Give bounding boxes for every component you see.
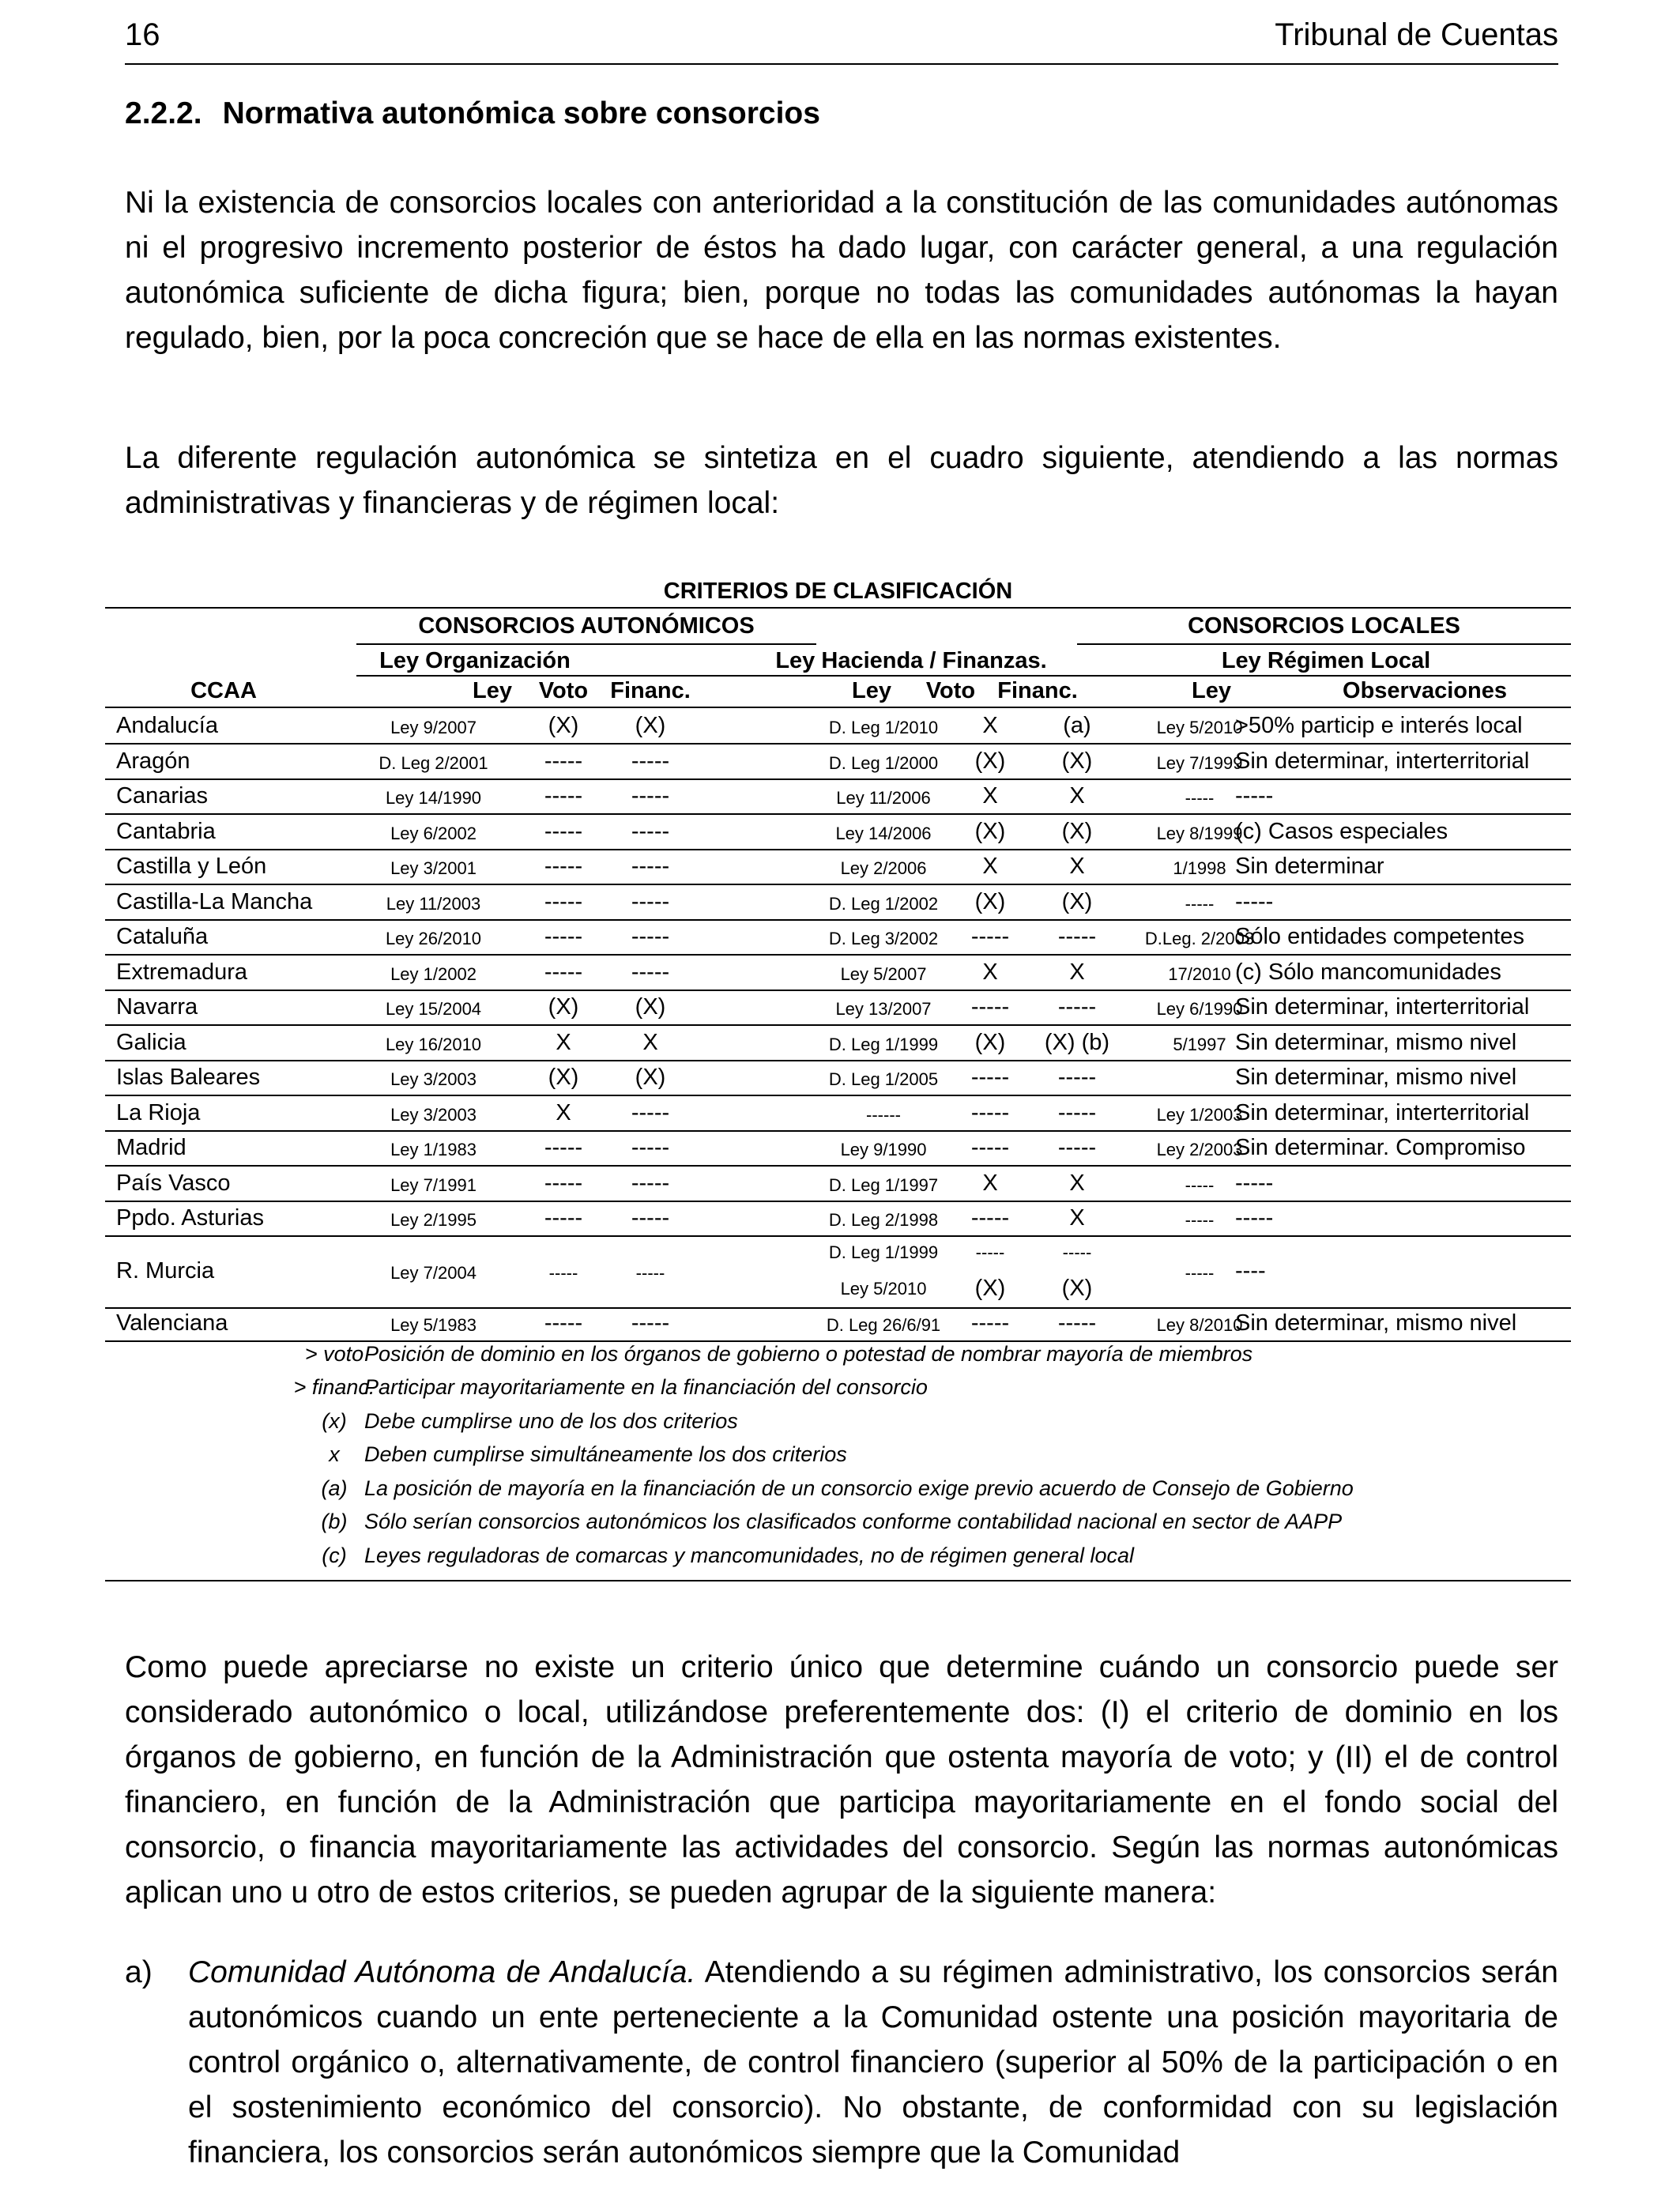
cell-voto1: ----- bbox=[544, 783, 583, 809]
cell-ley1: Ley 5/1983 bbox=[390, 1314, 477, 1335]
cell-fin2: X bbox=[1069, 854, 1085, 879]
cell-ley2: D. Leg 3/2002 bbox=[828, 929, 939, 948]
table-rule bbox=[356, 643, 816, 645]
table-note bbox=[105, 1476, 1571, 1510]
cell-fin1: ----- bbox=[631, 1099, 670, 1125]
cell-ccaa: Islas Baleares bbox=[116, 1065, 261, 1090]
cell-ley3: ----- bbox=[1185, 893, 1215, 914]
cell-ccaa: Galicia bbox=[116, 1029, 186, 1055]
cell-fin2: (X) bbox=[1061, 748, 1093, 774]
cell-fin2: ----- bbox=[1062, 1242, 1092, 1262]
table-bottom-rule bbox=[105, 1580, 1571, 1581]
subheader-regimen-local: Ley Régimen Local bbox=[1221, 648, 1431, 673]
cell-ley3: Ley 1/2003 bbox=[1156, 1104, 1243, 1125]
cell-ley3: 1/1998 bbox=[1173, 858, 1226, 878]
cell-fin1: ----- bbox=[635, 1262, 665, 1283]
cell-ley3: ----- bbox=[1185, 1174, 1215, 1195]
table-row bbox=[105, 1130, 1571, 1167]
subheader-organizacion: Ley Organización bbox=[379, 648, 571, 673]
cell-obs: ---- bbox=[1235, 1257, 1266, 1284]
cell-ley2: D. Leg 1/2000 bbox=[828, 752, 939, 773]
cell-obs: Sin determinar, interterritorial bbox=[1235, 748, 1530, 774]
note-key: > voto bbox=[304, 1341, 364, 1366]
cell-ley1: Ley 9/2007 bbox=[390, 718, 477, 737]
paragraph-intro: Ni la existencia de consorcios locales con anterioridad a la constitución de las comunidades autónomas ni el progresivo incremento posterior de éstos ha dado lugar, con carácter general, a una regulación autonómica suficiente de dicha figura; bien, porque no todas las comunidades autónomas la hayan regulado, bien, por la poca concreción que se hace de ella en las normas existentes. bbox=[125, 186, 1558, 355]
col-header-ley: Ley bbox=[852, 678, 891, 703]
cell-ccaa: País Vasco bbox=[116, 1170, 231, 1196]
cell-ley3: 17/2010 bbox=[1168, 963, 1231, 984]
cell-voto1: ----- bbox=[548, 1262, 578, 1283]
cell-ley1: Ley 7/1991 bbox=[390, 1174, 477, 1195]
table-rule bbox=[1077, 643, 1571, 645]
table-note bbox=[105, 1510, 1571, 1543]
cell-obs: (c) Casos especiales bbox=[1235, 818, 1448, 844]
cell-fin2: (X) (b) bbox=[1044, 1029, 1110, 1055]
cell-ley3: Ley 2/2003 bbox=[1156, 1140, 1243, 1159]
note-text: Leyes reguladoras de comarcas y mancomunidades, no de régimen general local bbox=[364, 1543, 1135, 1567]
cell-ley1: Ley 6/2002 bbox=[390, 823, 477, 843]
cell-ccaa: Cataluña bbox=[116, 924, 209, 949]
table-row bbox=[105, 919, 1571, 956]
cell-obs: Sin determinar, mismo nivel bbox=[1235, 1065, 1517, 1090]
cell-ley1: Ley 11/2003 bbox=[386, 893, 481, 914]
cell-voto1: ----- bbox=[544, 1205, 583, 1231]
cell-obs: ----- bbox=[1235, 1170, 1274, 1196]
note-key: (a) bbox=[321, 1476, 348, 1500]
section-title: Normativa autonómica sobre consorcios bbox=[222, 96, 820, 130]
cell-ley1: Ley 1/1983 bbox=[390, 1140, 477, 1159]
col-header-observaciones: Observaciones bbox=[1343, 678, 1507, 703]
cell-ccaa: Cantabria bbox=[116, 818, 216, 844]
table-row bbox=[105, 990, 1571, 1026]
cell-ley2: ------ bbox=[866, 1104, 901, 1125]
table-row bbox=[105, 849, 1571, 885]
cell-ley2: D. Leg 1/1999 bbox=[828, 1242, 939, 1262]
table-row bbox=[105, 1236, 1571, 1309]
cell-ccaa: Aragón bbox=[116, 748, 190, 774]
cell-voto2: X bbox=[982, 1170, 998, 1196]
cell-ccaa: La Rioja bbox=[116, 1099, 201, 1125]
col-header-financ: Financ. bbox=[610, 678, 691, 703]
table-row bbox=[105, 1095, 1571, 1132]
table-note bbox=[105, 1442, 1571, 1476]
cell-ley2: Ley 14/2006 bbox=[835, 823, 932, 843]
cell-voto1: X bbox=[556, 1029, 571, 1055]
cell-ley1: Ley 1/2002 bbox=[390, 963, 477, 984]
col-header-ley: Ley bbox=[1192, 678, 1231, 703]
section-heading bbox=[125, 96, 820, 131]
cell-voto1: ----- bbox=[544, 854, 583, 879]
cell-ley2: D. Leg 1/2010 bbox=[828, 718, 939, 737]
cell-obs: Sin determinar bbox=[1235, 854, 1384, 879]
cell-fin2: ----- bbox=[1057, 994, 1097, 1020]
subheader-hacienda: Ley Hacienda / Finanzas. bbox=[775, 648, 1047, 673]
cell-voto1: (X) bbox=[548, 994, 579, 1020]
cell-ccaa: Ppdo. Asturias bbox=[116, 1205, 264, 1231]
cell-ley3: Ley 8/1999 bbox=[1156, 823, 1243, 843]
cell-fin2: (X) bbox=[1061, 888, 1093, 914]
cell-ccaa: Canarias bbox=[116, 783, 209, 809]
note-key: x bbox=[329, 1442, 340, 1466]
table-row bbox=[105, 744, 1571, 780]
cell-obs: ----- bbox=[1235, 1205, 1274, 1231]
cell-voto1: ----- bbox=[544, 1310, 583, 1336]
cell-ley3: ----- bbox=[1185, 1262, 1215, 1283]
cell-fin1: ----- bbox=[631, 888, 670, 914]
table-row bbox=[105, 1201, 1571, 1237]
cell-obs: ----- bbox=[1235, 888, 1274, 914]
cell-ccaa: Navarra bbox=[116, 994, 198, 1020]
cell-ccaa: Andalucía bbox=[116, 713, 218, 738]
list-item-body: Atendiendo a su régimen administrativo, los consorcios serán autonómicos cuando un ente perteneciente a la Comunidad ostente una posición mayoritaria de control orgánico o, alternativamente, de control financiero (superior al 50% de la participación o en el sostenimiento económico del consorcio). No obstante, de conformidad con su legislación financiera, los consorcios serán autonómicos siempre que la Comunidad bbox=[188, 1955, 1559, 2169]
cell-fin1: ----- bbox=[631, 1135, 670, 1160]
cell-ley1: Ley 7/2004 bbox=[390, 1262, 477, 1283]
cell-ccaa: Extremadura bbox=[116, 959, 248, 985]
cell-obs: >50% particip e interés local bbox=[1235, 713, 1523, 738]
cell-voto2: ----- bbox=[975, 1242, 1005, 1262]
cell-ley2: D. Leg 1/2005 bbox=[828, 1069, 939, 1089]
table-row bbox=[105, 778, 1571, 815]
cell-obs: ----- bbox=[1235, 783, 1274, 809]
cell-fin1: ----- bbox=[631, 1205, 670, 1231]
cell-voto2: (X) bbox=[974, 748, 1006, 774]
cell-voto2: ----- bbox=[970, 924, 1010, 949]
col-header-ley: Ley bbox=[473, 678, 512, 703]
cell-ley1: Ley 3/2003 bbox=[390, 1069, 477, 1089]
note-key: (x) bbox=[322, 1408, 347, 1433]
cell-voto2: (X) bbox=[974, 1029, 1006, 1055]
table-row bbox=[105, 1025, 1571, 1061]
cell-ley2: Ley 5/2010 bbox=[840, 1278, 927, 1299]
cell-fin1: ----- bbox=[631, 748, 670, 774]
cell-fin1: ----- bbox=[631, 854, 670, 879]
cell-ley2: Ley 5/2007 bbox=[840, 963, 927, 984]
note-text: Sólo serían consorcios autonómicos los clasificados conforme contabilidad nacional en sector de AAPP bbox=[364, 1510, 1343, 1533]
cell-ley1: Ley 3/2001 bbox=[390, 858, 477, 878]
note-text: Deben cumplirse simultáneamente los dos criterios bbox=[364, 1442, 847, 1466]
note-text: Debe cumplirse uno de los dos criterios bbox=[364, 1408, 738, 1433]
table-row bbox=[105, 884, 1571, 921]
note-key: (c) bbox=[322, 1543, 347, 1567]
cell-voto2: ----- bbox=[970, 1065, 1010, 1090]
cell-ley1: Ley 14/1990 bbox=[385, 788, 482, 808]
cell-fin2: X bbox=[1069, 783, 1085, 809]
cell-ley3: ----- bbox=[1185, 1210, 1215, 1230]
col-header-voto: Voto bbox=[538, 678, 589, 703]
cell-voto2: X bbox=[982, 713, 998, 738]
cell-ley2: D. Leg 1/2002 bbox=[828, 893, 939, 914]
cell-fin1: (X) bbox=[635, 994, 666, 1020]
cell-voto1: ----- bbox=[544, 818, 583, 844]
table-title: CRITERIOS DE CLASIFICACIÓN bbox=[663, 579, 1013, 604]
cell-ley3: Ley 5/2010 bbox=[1156, 718, 1243, 737]
group-header-autonomicos: CONSORCIOS AUTONÓMICOS bbox=[418, 613, 755, 639]
cell-obs: Sin determinar. Compromiso bbox=[1235, 1135, 1526, 1160]
cell-fin1: (X) bbox=[635, 1065, 666, 1090]
cell-fin2: ----- bbox=[1057, 1135, 1097, 1160]
cell-ley3: ----- bbox=[1185, 788, 1215, 808]
section-number: 2.2.2. bbox=[125, 96, 202, 130]
cell-fin2: ----- bbox=[1057, 1099, 1097, 1125]
table-note bbox=[105, 1342, 1571, 1375]
col-header-voto: Voto bbox=[925, 678, 976, 703]
cell-voto1: ----- bbox=[544, 1170, 583, 1196]
cell-fin1: ----- bbox=[631, 924, 670, 949]
cell-fin2: (X) bbox=[1061, 1275, 1093, 1301]
cell-fin2: X bbox=[1069, 1205, 1085, 1231]
cell-ley2: Ley 2/2006 bbox=[840, 858, 927, 878]
note-text: La posición de mayoría en la financiación de un consorcio exige previo acuerdo de Consejo de Gobierno bbox=[364, 1476, 1354, 1500]
cell-voto1: ----- bbox=[544, 1135, 583, 1160]
cell-ley1: Ley 3/2003 bbox=[390, 1104, 477, 1125]
cell-voto1: ----- bbox=[544, 924, 583, 949]
cell-voto1: (X) bbox=[548, 1065, 579, 1090]
cell-ley2: Ley 13/2007 bbox=[835, 999, 932, 1019]
table-row bbox=[105, 1306, 1571, 1342]
cell-ley3: 5/1997 bbox=[1173, 1034, 1226, 1054]
cell-ley2: Ley 11/2006 bbox=[836, 788, 931, 808]
cell-obs: Sin determinar, mismo nivel bbox=[1235, 1029, 1517, 1055]
cell-fin1: ----- bbox=[631, 1170, 670, 1196]
cell-ley2: D. Leg 1/1997 bbox=[828, 1174, 939, 1195]
cell-ccaa: R. Murcia bbox=[116, 1257, 215, 1284]
table-row bbox=[105, 1060, 1571, 1096]
table-row bbox=[105, 955, 1571, 991]
col-header-ccaa: CCAA bbox=[190, 678, 257, 703]
cell-ley1: D. Leg 2/2001 bbox=[379, 752, 488, 773]
table-rule bbox=[105, 607, 1571, 609]
cell-voto1: ----- bbox=[544, 748, 583, 774]
cell-ccaa: Castilla-La Mancha bbox=[116, 888, 313, 914]
cell-voto1: ----- bbox=[544, 959, 583, 985]
cell-ley1: Ley 16/2010 bbox=[385, 1034, 482, 1054]
cell-ley1: Ley 15/2004 bbox=[385, 999, 482, 1019]
cell-ley1: Ley 26/2010 bbox=[385, 929, 482, 948]
cell-voto1: ----- bbox=[544, 888, 583, 914]
list-item bbox=[125, 1950, 1558, 2175]
cell-voto2: ----- bbox=[970, 1310, 1010, 1336]
cell-obs: Sin determinar, mismo nivel bbox=[1235, 1310, 1517, 1336]
cell-fin2: (a) bbox=[1063, 713, 1091, 738]
note-key: > financ. bbox=[293, 1375, 375, 1399]
cell-obs: Sólo entidades competentes bbox=[1235, 924, 1524, 949]
cell-ley2: D. Leg 26/6/91 bbox=[826, 1314, 941, 1335]
cell-ccaa: Madrid bbox=[116, 1135, 186, 1160]
cell-voto2: (X) bbox=[974, 818, 1006, 844]
cell-obs: (c) Sólo mancomunidades bbox=[1235, 959, 1501, 985]
header-title: Tribunal de Cuentas bbox=[1275, 17, 1558, 52]
list-item-title: Comunidad Autónoma de Andalucía. bbox=[188, 1955, 696, 1989]
page-number: 16 bbox=[125, 17, 160, 52]
table-note bbox=[105, 1544, 1571, 1577]
table-note bbox=[105, 1375, 1571, 1408]
cell-fin2: X bbox=[1069, 1170, 1085, 1196]
cell-fin2: ----- bbox=[1057, 1310, 1097, 1336]
cell-voto2: ----- bbox=[970, 994, 1010, 1020]
cell-fin1: ----- bbox=[631, 1310, 670, 1336]
cell-ley3: Ley 6/1990 bbox=[1156, 999, 1243, 1019]
table-note bbox=[105, 1409, 1571, 1442]
cell-ley2: D. Leg 1/1999 bbox=[828, 1034, 939, 1054]
col-header-financ: Financ. bbox=[997, 678, 1078, 703]
cell-obs: Sin determinar, interterritorial bbox=[1235, 1099, 1530, 1125]
cell-voto1: X bbox=[556, 1099, 571, 1125]
cell-voto2: X bbox=[982, 959, 998, 985]
cell-voto2: ----- bbox=[970, 1205, 1010, 1231]
cell-obs: Sin determinar, interterritorial bbox=[1235, 994, 1530, 1020]
cell-fin1: ----- bbox=[631, 959, 670, 985]
cell-fin1: ----- bbox=[631, 818, 670, 844]
cell-ccaa: Castilla y León bbox=[116, 854, 267, 879]
list-marker: a) bbox=[125, 1955, 153, 1989]
cell-ccaa: Valenciana bbox=[116, 1310, 228, 1336]
note-text: Posición de dominio en los órganos de gobierno o potestad de nombrar mayoría de miembros bbox=[364, 1341, 1253, 1366]
cell-fin1: X bbox=[642, 1029, 658, 1055]
cell-voto2: ----- bbox=[970, 1135, 1010, 1160]
table-row bbox=[105, 708, 1571, 745]
cell-voto2: X bbox=[982, 854, 998, 879]
cell-voto2: (X) bbox=[974, 888, 1006, 914]
cell-fin2: ----- bbox=[1057, 1065, 1097, 1090]
cell-ley3: Ley 8/2010 bbox=[1156, 1314, 1243, 1335]
page-header bbox=[125, 14, 1558, 65]
note-text: Participar mayoritariamente en la financiación del consorcio bbox=[364, 1375, 928, 1399]
cell-ley2: D. Leg 2/1998 bbox=[828, 1210, 939, 1230]
cell-fin2: (X) bbox=[1061, 818, 1093, 844]
cell-ley3: D.Leg. 2/2003 bbox=[1144, 929, 1255, 948]
list-item-text bbox=[188, 1950, 1558, 2175]
table-rule bbox=[726, 675, 1571, 677]
cell-voto2: X bbox=[982, 783, 998, 809]
cell-ley2: Ley 9/1990 bbox=[840, 1140, 927, 1159]
cell-fin1: ----- bbox=[631, 783, 670, 809]
cell-ley3: Ley 7/1999 bbox=[1156, 752, 1243, 773]
cell-voto2: ----- bbox=[970, 1099, 1010, 1125]
table-row bbox=[105, 1166, 1571, 1202]
cell-voto2: (X) bbox=[974, 1275, 1006, 1301]
paragraph-criteria: Como puede apreciarse no existe un criterio único que determine cuándo un consorcio puede ser considerado autonómico o local, utilizándose preferentemente dos: (I) el criterio de dominio en los órganos de gobierno, en función de la Administración que ostenta mayoría de voto; y (II) el de control financiero, en función de la Administración que participa mayoritariamente en el fondo social del consorcio, o financia mayoritariamente las actividades del consorcio. Según las normas autonómicas aplican uno u otro de estos criterios, se pueden agrupar de la siguiente manera: bbox=[125, 1650, 1558, 1909]
cell-fin2: X bbox=[1069, 959, 1085, 985]
cell-fin1: (X) bbox=[635, 713, 666, 738]
paragraph-table-intro: La diferente regulación autonómica se sintetiza en el cuadro siguiente, atendiendo a las normas administrativas y financieras y de régimen local: bbox=[125, 441, 1558, 520]
cell-fin2: ----- bbox=[1057, 924, 1097, 949]
cell-ley1: Ley 2/1995 bbox=[390, 1210, 477, 1230]
note-key: (b) bbox=[321, 1510, 348, 1533]
cell-voto1: (X) bbox=[548, 713, 579, 738]
table-row bbox=[105, 814, 1571, 850]
group-header-locales: CONSORCIOS LOCALES bbox=[1188, 613, 1460, 639]
